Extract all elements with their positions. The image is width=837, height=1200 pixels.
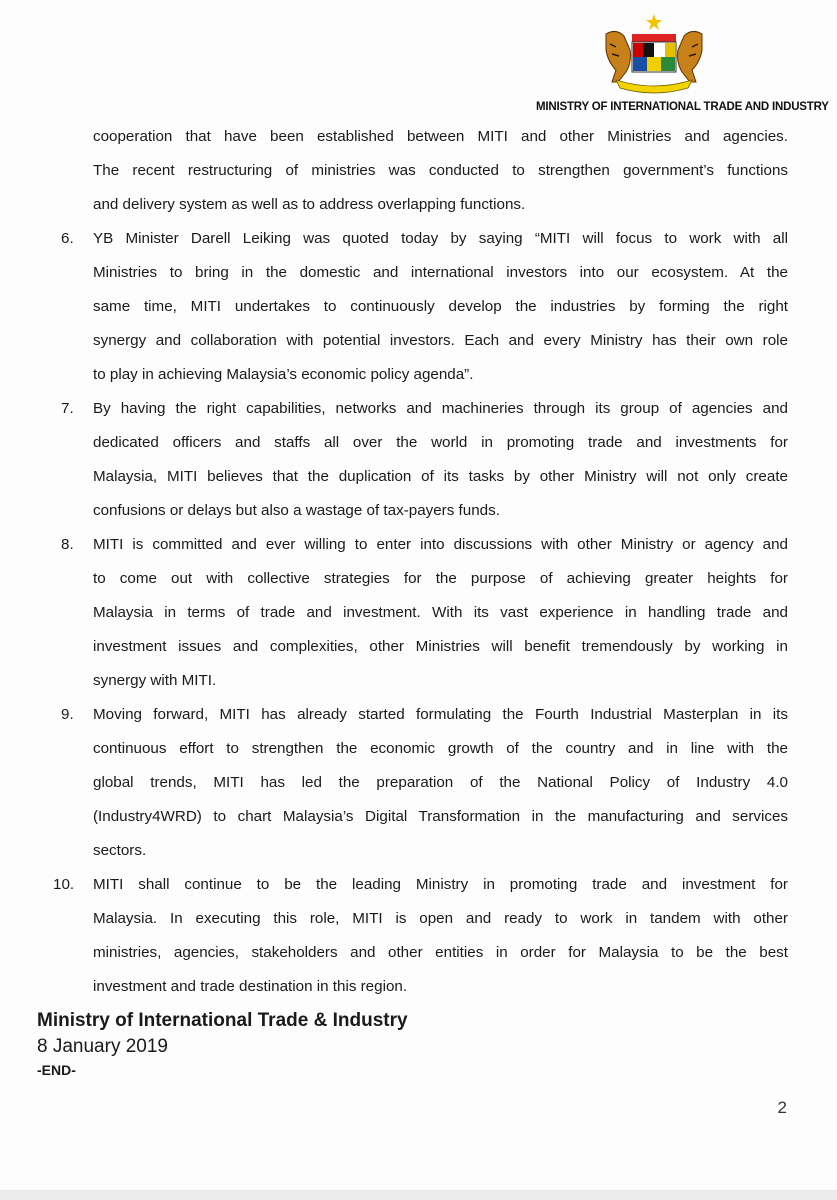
document-body [0,120,837,1004]
text-line: to play in achieving Malaysia’s economic policy agenda”. [93,366,474,383]
text-line: synergy with MITI. [93,672,217,689]
malaysia-coat-of-arms [598,14,710,96]
end-marker: -END- [37,1062,76,1078]
continued-paragraph [93,120,788,222]
text-line: investment issues and complexities, other Ministries will benefit tremendously by working in [93,638,788,655]
text-line: cooperation that have been established between MITI and other Ministries and agencies. [93,128,788,145]
paragraph-10 [53,868,788,1004]
text-line: dedicated officers and staffs all over the world in promoting trade and investments for [93,434,788,451]
paragraph-number: 8. [61,536,74,553]
text-line: Moving forward, MITI has already started formulating the Fourth Industrial Masterplan in its [93,706,788,723]
text-line: Ministries to bring in the domestic and international investors into our ecosystem. At the [93,264,788,281]
text-line: Malaysia, MITI believes that the duplication of its tasks by other Ministry will not only create [93,468,788,485]
paragraph-6 [61,222,788,392]
ministry-header: MINISTRY OF INTERNATIONAL TRADE AND INDUSTRY [536,101,829,113]
signature-block [37,1008,408,1080]
text-line: MITI shall continue to be the leading Ministry in promoting trade and investment for [93,876,788,893]
text-line: continuous effort to strengthen the economic growth of the country and in line with the [93,740,788,757]
text-line: ministries, agencies, stakeholders and other entities in order for Malaysia to be the best [93,944,788,961]
text-line: same time, MITI undertakes to continuously develop the industries by forming the right [93,298,788,315]
paragraph-number: 10. [53,876,75,893]
paragraph-8 [61,528,788,698]
paragraph-7 [61,392,788,528]
text-line: confusions or delays but also a wastage of tax-payers funds. [93,502,500,519]
text-line: YB Minister Darell Leiking was quoted today by saying “MITI will focus to work with all [93,230,788,247]
page-number: 2 [777,1098,787,1117]
footer-date: 8 January 2019 [37,1036,168,1057]
bottom-strip [0,1190,837,1200]
text-line: The recent restructuring of ministries was conducted to strengthen government’s functions [93,162,788,179]
text-line: (Industry4WRD) to chart Malaysia’s Digital Transformation in the manufacturing and services [93,808,788,825]
text-line: Malaysia. In executing this role, MITI is open and ready to work in tandem with other [93,910,788,927]
paragraph-9 [61,698,788,868]
text-line: to come out with collective strategies for the purpose of achieving greater heights for [93,570,788,587]
text-line: By having the right capabilities, networks and machineries through its group of agencies and [93,400,788,417]
text-line: sectors. [93,842,147,859]
text-line: MITI is committed and ever willing to enter into discussions with other Ministry or agency and [93,536,788,553]
text-line: global trends, MITI has led the preparation of the National Policy of Industry 4.0 [93,774,788,791]
paragraph-number: 7. [61,400,74,417]
text-line: and delivery system as well as to address overlapping functions. [93,196,526,213]
footer-organization: Ministry of International Trade & Industry [37,1010,408,1031]
text-line: investment and trade destination in this region. [93,978,408,995]
paragraph-number: 6. [61,230,74,247]
text-line: synergy and collaboration with potential investors. Each and every Ministry has their own role [93,332,788,349]
text-line: Malaysia in terms of trade and investment. With its vast experience in handling trade and [93,604,788,621]
paragraph-number: 9. [61,706,74,723]
